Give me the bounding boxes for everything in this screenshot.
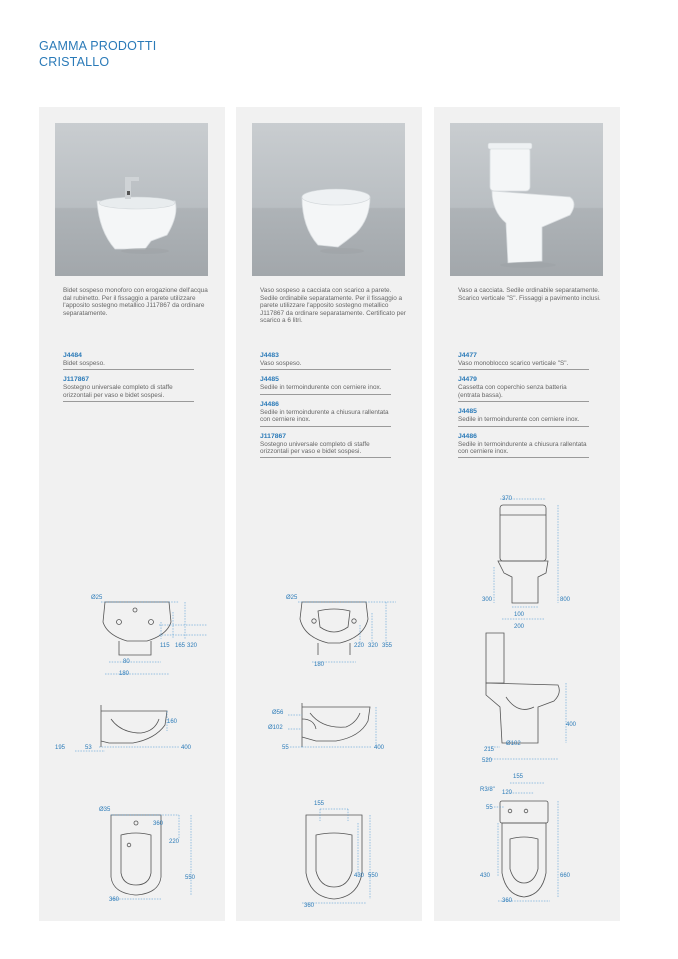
product-text: Cassetta con coperchio senza batteria (entrata bassa). <box>458 384 567 399</box>
dim-label: 355 <box>382 643 393 649</box>
dim-label: 430 <box>354 873 365 879</box>
dim-label: Ø102 <box>268 725 283 731</box>
header-line2: CRISTALLO <box>39 55 110 69</box>
product-code: J4485 <box>458 408 477 416</box>
dim-label: 180 <box>314 662 325 668</box>
dim-label: 520 <box>482 758 493 764</box>
dim-label: 200 <box>514 624 525 630</box>
dim-label: 220 <box>169 839 180 845</box>
product-code: J4479 <box>458 376 477 384</box>
wall-hung-wc-top-drawing <box>236 107 422 921</box>
product-text: Sedile in termoindurente con cerniere inox. <box>260 384 382 392</box>
header-line1: GAMMA PRODOTTI <box>39 39 157 53</box>
dim-label: 80 <box>123 659 130 665</box>
dim-label: 400 <box>566 722 577 728</box>
dim-label: 400 <box>374 745 385 751</box>
product-code: J117867 <box>260 432 287 440</box>
dim-label: 100 <box>514 612 525 618</box>
product-column-wall-hung-wc <box>236 107 422 921</box>
dim-label: Ø102 <box>506 741 521 747</box>
dim-label: 53 <box>85 745 92 751</box>
dim-label: 800 <box>560 597 571 603</box>
product-code: J4486 <box>458 432 477 440</box>
product-code: J4484 <box>63 352 82 359</box>
page-header <box>39 38 156 70</box>
dim-label: Ø56 <box>272 710 284 716</box>
product-text: Vaso monoblocco scarico verticale "S". <box>458 360 569 367</box>
dim-label: 180 <box>119 671 130 677</box>
product-text: Sedile in termoindurente con cerniere inox. <box>458 416 580 424</box>
dim-label: R3/8" <box>480 787 495 793</box>
product-text: Bidet sospeso. <box>63 360 105 367</box>
dim-label: 55 <box>282 745 289 751</box>
dim-label: 155 <box>513 774 524 780</box>
dim-label: 360 <box>153 821 164 827</box>
product-code: J4483 <box>260 352 279 359</box>
close-coupled-wc-description: Vaso a cacciata. Sedile ordinabile separatamente. Scarico verticale "S". Fissaggi a pavimento inclusi. <box>458 287 601 302</box>
dim-label: 215 <box>484 747 495 753</box>
product-code: J117867 <box>63 376 90 384</box>
dim-label: 300 <box>482 597 493 603</box>
dim-label: 320 <box>368 643 379 649</box>
product-code: J4486 <box>260 400 279 408</box>
dim-label: Ø35 <box>99 807 111 813</box>
dim-label: 400 <box>181 745 192 751</box>
dim-label: 55 <box>486 805 493 811</box>
product-column-close-coupled-wc <box>434 107 620 921</box>
dim-label: 160 <box>167 719 178 725</box>
dim-label: 155 <box>314 801 325 807</box>
bidet-top-drawing <box>39 107 225 921</box>
dim-label: 430 <box>480 873 491 879</box>
dim-label: 320 <box>187 643 198 649</box>
product-text: Sedile in termoindurente a chiusura rallentata con cerniere inox. <box>458 440 587 456</box>
dim-label: 660 <box>560 873 571 879</box>
dim-label: 360 <box>502 898 513 904</box>
wall-hung-wc-description: Vaso sospeso a cacciata con scarico a parete. Sedile ordinabile separatamente. Per il fissaggio a parete utilizzare l'apposito sostegno metallico J117867 da ordinare separatamente. Certificato per scarico a 6 litri. <box>260 287 406 325</box>
dim-label: 195 <box>55 745 66 751</box>
product-code: J4485 <box>260 376 279 384</box>
close-coupled-wc-top-drawing <box>434 107 620 921</box>
product-code: J4477 <box>458 352 477 359</box>
dim-label: 165 <box>175 643 186 649</box>
dim-label: 115 <box>160 643 170 649</box>
dim-label: Ø25 <box>91 595 103 601</box>
dim-label: 370 <box>502 496 513 502</box>
product-text: Sostegno universale completo di staffe orizzontali per vaso e bidet sospesi. <box>63 384 173 399</box>
product-text: Sedile in termoindurente a chiusura rallentata con cerniere inox. <box>260 408 389 424</box>
dim-label: 360 <box>109 897 120 903</box>
product-column-bidet <box>39 107 225 921</box>
dim-label: 120 <box>502 790 513 796</box>
dim-label: 360 <box>304 903 315 909</box>
bidet-description: Bidet sospeso monoforo con erogazione dell'acqua dal rubinetto. Per il fissaggio a parete utilizzare l'apposito sostegno metallico J117867 da ordinare separatamente. <box>63 287 208 317</box>
product-text: Sostegno universale completo di staffe orizzontali per vaso e bidet sospesi. <box>260 440 370 456</box>
dim-label: Ø25 <box>286 595 298 601</box>
product-text: Vaso sospeso. <box>260 360 302 367</box>
dim-label: 550 <box>368 873 379 879</box>
dim-label: 220 <box>354 643 365 649</box>
dim-label: 550 <box>185 875 196 881</box>
